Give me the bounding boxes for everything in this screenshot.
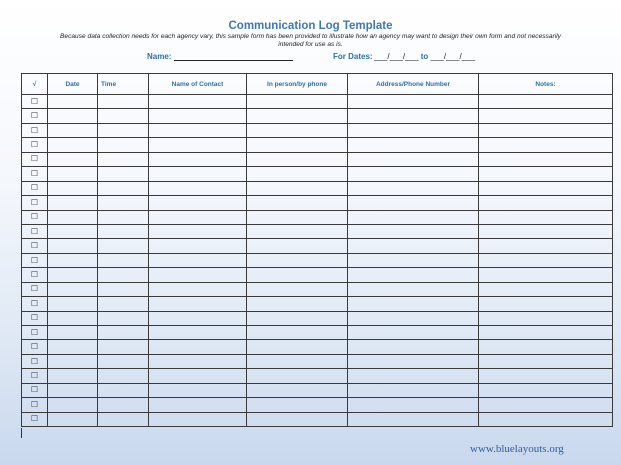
- address-phone-cell[interactable]: [348, 123, 479, 137]
- address-phone-cell[interactable]: [348, 253, 479, 267]
- time-cell[interactable]: [98, 181, 149, 195]
- time-cell[interactable]: [98, 398, 149, 412]
- time-cell[interactable]: [98, 282, 149, 296]
- date-cell[interactable]: [48, 253, 98, 267]
- address-phone-cell[interactable]: [348, 311, 479, 325]
- contact-method-cell[interactable]: [247, 268, 348, 282]
- time-cell[interactable]: [98, 109, 149, 123]
- contact-method-cell[interactable]: [247, 224, 348, 238]
- row-checkbox[interactable]: ☐: [22, 383, 48, 397]
- contact-method-cell[interactable]: [247, 383, 348, 397]
- notes-cell[interactable]: [479, 210, 613, 224]
- contact-method-cell[interactable]: [247, 311, 348, 325]
- date-cell[interactable]: [48, 210, 98, 224]
- address-phone-cell[interactable]: [348, 138, 479, 152]
- table-row: [22, 224, 613, 238]
- table-header-row: [22, 74, 613, 95]
- contact-method-cell[interactable]: [247, 109, 348, 123]
- contact-name-cell[interactable]: [149, 268, 247, 282]
- row-checkbox[interactable]: ☐: [22, 167, 48, 181]
- date-cell[interactable]: [48, 196, 98, 210]
- date-cell[interactable]: [48, 138, 98, 152]
- time-cell[interactable]: [98, 167, 149, 181]
- row-checkbox[interactable]: ☐: [22, 340, 48, 354]
- table-row: [22, 268, 613, 282]
- time-cell[interactable]: [98, 138, 149, 152]
- date-cell[interactable]: [48, 239, 98, 253]
- page-title: Communication Log Template: [228, 20, 393, 32]
- row-checkbox[interactable]: ☐: [22, 95, 48, 109]
- table-row: [22, 383, 613, 397]
- time-cell[interactable]: [98, 152, 149, 166]
- date-cell[interactable]: [48, 224, 98, 238]
- contact-method-cell[interactable]: [247, 340, 348, 354]
- contact-name-cell[interactable]: [149, 369, 247, 383]
- notes-cell[interactable]: [479, 224, 613, 238]
- contact-method-cell[interactable]: [247, 369, 348, 383]
- contact-method-cell[interactable]: [247, 210, 348, 224]
- address-phone-cell[interactable]: [348, 181, 479, 195]
- date-cell[interactable]: [48, 340, 98, 354]
- address-phone-cell[interactable]: [348, 383, 479, 397]
- table-row: [22, 354, 613, 368]
- contact-method-cell[interactable]: [247, 297, 348, 311]
- contact-name-cell[interactable]: [149, 224, 247, 238]
- contact-name-cell[interactable]: [149, 109, 247, 123]
- notes-cell[interactable]: [479, 354, 613, 368]
- address-phone-cell[interactable]: [348, 167, 479, 181]
- contact-method-cell[interactable]: [247, 95, 348, 109]
- dates-field[interactable]: [374, 52, 475, 61]
- contact-name-cell[interactable]: [149, 383, 247, 397]
- row-checkbox[interactable]: ☐: [22, 253, 48, 267]
- address-phone-cell[interactable]: [348, 268, 479, 282]
- date-cell[interactable]: [48, 181, 98, 195]
- address-phone-cell[interactable]: [348, 340, 479, 354]
- contact-name-cell[interactable]: [149, 138, 247, 152]
- table-row: [22, 152, 613, 166]
- contact-name-cell[interactable]: [149, 326, 247, 340]
- column-header-notes: Notes:: [479, 74, 613, 95]
- contact-name-cell[interactable]: [149, 311, 247, 325]
- date-cell[interactable]: [48, 354, 98, 368]
- date-cell[interactable]: [48, 123, 98, 137]
- date-cell[interactable]: [48, 383, 98, 397]
- description-line-2: intended for use as is.: [278, 41, 343, 49]
- notes-cell[interactable]: [479, 152, 613, 166]
- contact-name-cell[interactable]: [149, 253, 247, 267]
- notes-cell[interactable]: [479, 369, 613, 383]
- time-cell[interactable]: [98, 253, 149, 267]
- time-cell[interactable]: [98, 326, 149, 340]
- row-checkbox[interactable]: ☐: [22, 354, 48, 368]
- notes-cell[interactable]: [479, 95, 613, 109]
- time-cell[interactable]: [98, 311, 149, 325]
- address-phone-cell[interactable]: [348, 210, 479, 224]
- contact-method-cell[interactable]: [247, 282, 348, 296]
- contact-name-cell[interactable]: [149, 152, 247, 166]
- row-checkbox[interactable]: ☐: [22, 412, 48, 426]
- contact-method-cell[interactable]: [247, 398, 348, 412]
- column-header-name-of-contact: Name of Contact: [149, 74, 247, 95]
- time-cell[interactable]: [98, 123, 149, 137]
- row-checkbox[interactable]: ☐: [22, 196, 48, 210]
- contact-name-cell[interactable]: [149, 412, 247, 426]
- address-phone-cell[interactable]: [348, 369, 479, 383]
- notes-cell[interactable]: [479, 253, 613, 267]
- row-checkbox[interactable]: ☐: [22, 297, 48, 311]
- date-from-blank[interactable]: ___/___/___: [374, 52, 419, 61]
- contact-method-cell[interactable]: [247, 326, 348, 340]
- address-phone-cell[interactable]: [348, 152, 479, 166]
- notes-cell[interactable]: [479, 340, 613, 354]
- notes-cell[interactable]: [479, 326, 613, 340]
- table-row: [22, 138, 613, 152]
- time-cell[interactable]: [98, 196, 149, 210]
- address-phone-cell[interactable]: [348, 95, 479, 109]
- time-cell[interactable]: [98, 383, 149, 397]
- notes-cell[interactable]: [479, 311, 613, 325]
- notes-cell[interactable]: [479, 383, 613, 397]
- contact-name-cell[interactable]: [149, 239, 247, 253]
- time-cell[interactable]: [98, 268, 149, 282]
- contact-name-cell[interactable]: [149, 196, 247, 210]
- name-field[interactable]: [174, 60, 293, 61]
- notes-cell[interactable]: [479, 239, 613, 253]
- date-to-blank[interactable]: ___/___/___: [430, 52, 476, 61]
- contact-method-cell[interactable]: [247, 167, 348, 181]
- table-row: [22, 412, 613, 426]
- address-phone-cell[interactable]: [348, 109, 479, 123]
- time-cell[interactable]: [98, 369, 149, 383]
- notes-cell[interactable]: [479, 282, 613, 296]
- dates-label: For Dates:: [333, 52, 373, 61]
- communication-log-table: [21, 73, 613, 427]
- table-row: [22, 210, 613, 224]
- table-row: [22, 109, 613, 123]
- contact-name-cell[interactable]: [149, 95, 247, 109]
- notes-cell[interactable]: [479, 138, 613, 152]
- contact-name-cell[interactable]: [149, 210, 247, 224]
- contact-method-cell[interactable]: [247, 123, 348, 137]
- date-cell[interactable]: [48, 109, 98, 123]
- description-line-1: Because data collection needs for each agency vary, this sample form has been provided to illustrate how an agency may want to design their own form and not necessarily: [60, 33, 561, 40]
- date-cell[interactable]: [48, 326, 98, 340]
- column-header-date: Date: [48, 74, 98, 95]
- row-checkbox[interactable]: ☐: [22, 181, 48, 195]
- address-phone-cell[interactable]: [348, 326, 479, 340]
- notes-cell[interactable]: [479, 109, 613, 123]
- form-description: [30, 33, 591, 49]
- row-checkbox[interactable]: ☐: [22, 326, 48, 340]
- contact-name-cell[interactable]: [149, 340, 247, 354]
- contact-name-cell[interactable]: [149, 297, 247, 311]
- table-row: [22, 167, 613, 181]
- table-row: [22, 123, 613, 137]
- date-cell[interactable]: [48, 297, 98, 311]
- date-cell[interactable]: [48, 369, 98, 383]
- time-cell[interactable]: [98, 95, 149, 109]
- contact-method-cell[interactable]: [247, 354, 348, 368]
- contact-method-cell[interactable]: [247, 412, 348, 426]
- table-row: [22, 326, 613, 340]
- row-checkbox[interactable]: ☐: [22, 224, 48, 238]
- column-header-check: √: [22, 74, 48, 95]
- table-row: [22, 239, 613, 253]
- row-checkbox[interactable]: ☐: [22, 152, 48, 166]
- table-row: [22, 253, 613, 267]
- contact-method-cell[interactable]: [247, 152, 348, 166]
- contact-method-cell[interactable]: [247, 138, 348, 152]
- notes-cell[interactable]: [479, 412, 613, 426]
- address-phone-cell[interactable]: [348, 196, 479, 210]
- contact-name-cell[interactable]: [149, 123, 247, 137]
- table-row: [22, 398, 613, 412]
- time-cell[interactable]: [98, 412, 149, 426]
- table-row: [22, 369, 613, 383]
- contact-method-cell[interactable]: [247, 196, 348, 210]
- time-cell[interactable]: [98, 340, 149, 354]
- notes-cell[interactable]: [479, 297, 613, 311]
- notes-cell[interactable]: [479, 181, 613, 195]
- dates-to-label: to: [420, 52, 429, 61]
- notes-cell[interactable]: [479, 196, 613, 210]
- time-cell[interactable]: [98, 239, 149, 253]
- contact-method-cell[interactable]: [247, 181, 348, 195]
- address-phone-cell[interactable]: [348, 398, 479, 412]
- row-checkbox[interactable]: ☐: [22, 282, 48, 296]
- column-header-in-person-by-phone: In person/by phone: [247, 74, 348, 95]
- notes-cell[interactable]: [479, 398, 613, 412]
- row-checkbox[interactable]: ☐: [22, 210, 48, 224]
- date-cell[interactable]: [48, 95, 98, 109]
- date-cell[interactable]: [48, 268, 98, 282]
- contact-name-cell[interactable]: [149, 167, 247, 181]
- address-phone-cell[interactable]: [348, 297, 479, 311]
- contact-name-cell[interactable]: [149, 398, 247, 412]
- date-cell[interactable]: [48, 152, 98, 166]
- date-cell[interactable]: [48, 398, 98, 412]
- contact-method-cell[interactable]: [247, 253, 348, 267]
- address-phone-cell[interactable]: [348, 239, 479, 253]
- date-cell[interactable]: [48, 167, 98, 181]
- table-row: [22, 95, 613, 109]
- row-checkbox[interactable]: ☐: [22, 311, 48, 325]
- table-row: [22, 196, 613, 210]
- time-cell[interactable]: [98, 224, 149, 238]
- table-row: [22, 311, 613, 325]
- column-header-address-phone: Address/Phone Number: [348, 74, 479, 95]
- notes-cell[interactable]: [479, 167, 613, 181]
- row-checkbox[interactable]: ☐: [22, 239, 48, 253]
- table-body: [22, 95, 613, 427]
- address-phone-cell[interactable]: [348, 412, 479, 426]
- column-header-time: Time: [98, 74, 149, 95]
- margin-tick: [21, 428, 22, 438]
- row-checkbox[interactable]: ☐: [22, 398, 48, 412]
- row-checkbox[interactable]: ☐: [22, 268, 48, 282]
- row-checkbox[interactable]: ☐: [22, 369, 48, 383]
- time-cell[interactable]: [98, 210, 149, 224]
- address-phone-cell[interactable]: [348, 354, 479, 368]
- date-cell[interactable]: [48, 282, 98, 296]
- time-cell[interactable]: [98, 354, 149, 368]
- address-phone-cell[interactable]: [348, 282, 479, 296]
- table-row: [22, 340, 613, 354]
- contact-name-cell[interactable]: [149, 354, 247, 368]
- row-checkbox[interactable]: ☐: [22, 109, 48, 123]
- address-phone-cell[interactable]: [348, 224, 479, 238]
- contact-method-cell[interactable]: [247, 239, 348, 253]
- notes-cell[interactable]: [479, 123, 613, 137]
- row-checkbox[interactable]: ☐: [22, 138, 48, 152]
- row-checkbox[interactable]: ☐: [22, 123, 48, 137]
- contact-name-cell[interactable]: [149, 282, 247, 296]
- table-row: [22, 282, 613, 296]
- date-cell[interactable]: [48, 412, 98, 426]
- footer-url[interactable]: www.bluelayouts.org: [470, 443, 564, 455]
- date-cell[interactable]: [48, 311, 98, 325]
- contact-name-cell[interactable]: [149, 181, 247, 195]
- table-row: [22, 181, 613, 195]
- time-cell[interactable]: [98, 297, 149, 311]
- notes-cell[interactable]: [479, 268, 613, 282]
- name-label: Name:: [147, 52, 172, 61]
- table-row: [22, 297, 613, 311]
